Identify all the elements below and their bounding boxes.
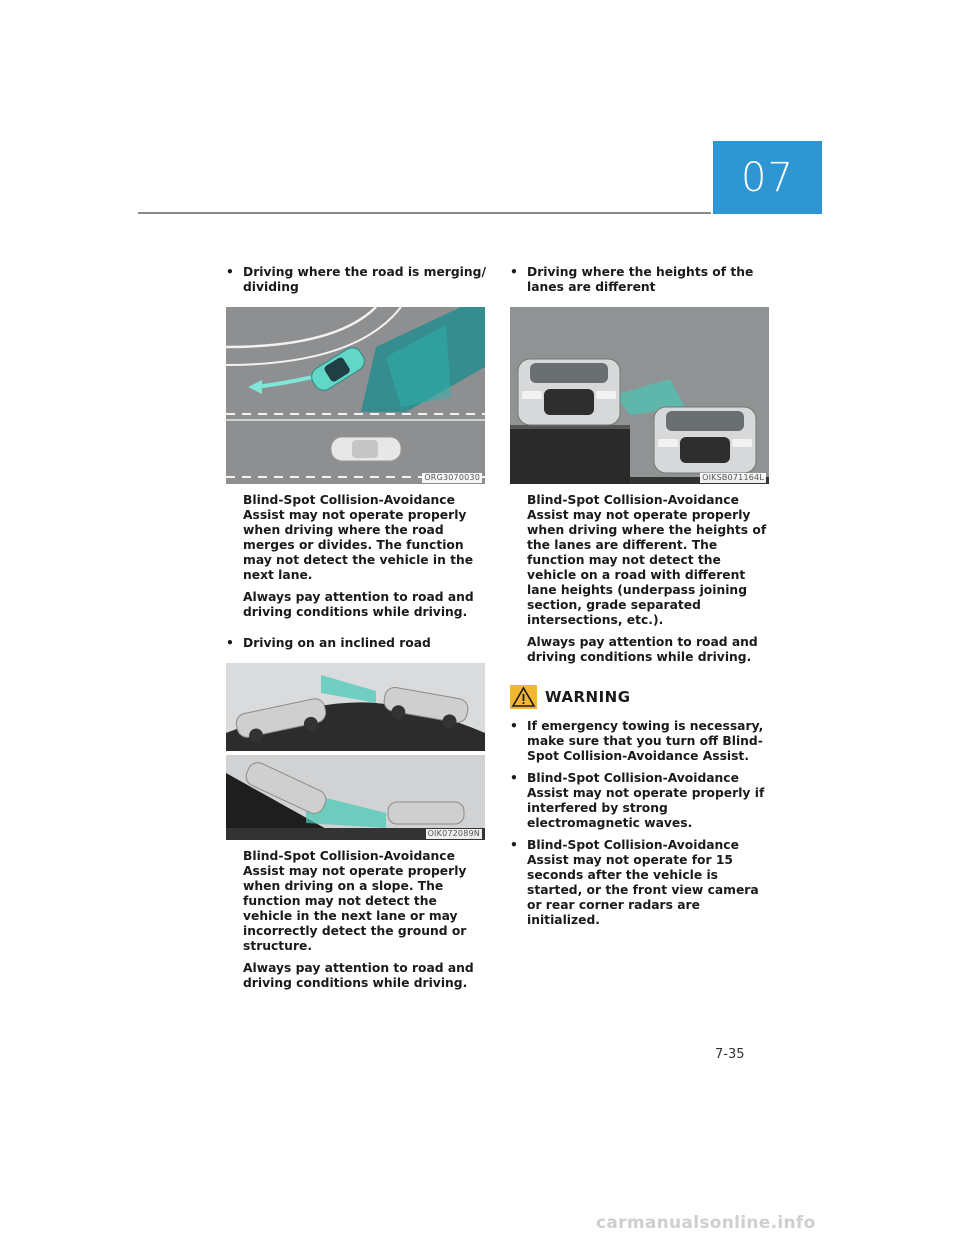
inclined-road-illustration <box>226 663 485 840</box>
paragraph: Blind-Spot Collision-Avoidance Assist may not operate properly when driving where the road merges or divides. The function may not detect the vehicle in the next lane. <box>243 493 474 582</box>
right-column <box>510 265 772 935</box>
merging-road-illustration <box>226 307 485 484</box>
page-number: 7-35 <box>715 1047 745 1062</box>
section-heading-lane-heights: • Driving where the heights of the lanes are different <box>510 265 754 294</box>
figure-inclined-road <box>226 663 485 840</box>
left-column <box>226 265 488 998</box>
paragraph: Always pay attention to road and driving conditions while driving. <box>527 635 758 664</box>
lane-heights-illustration <box>510 307 769 484</box>
warning-triangle-icon <box>510 685 537 709</box>
paragraph: Always pay attention to road and driving conditions while driving. <box>243 590 474 619</box>
watermark: carmanualsonline.info <box>596 1213 816 1233</box>
paragraph: Blind-Spot Collision-Avoidance Assist may not operate properly when driving where the heights of the lanes are different. The function may not detect the vehicle on a road with different lane heights (underpass joining section, grade separated intersections, etc.). <box>527 493 767 627</box>
header-rule <box>138 212 711 214</box>
figure-code: OIK072089N <box>427 829 480 838</box>
chapter-tab <box>713 141 822 214</box>
section-heading-merging: • Driving where the road is merging/ dividing <box>226 265 486 294</box>
chapter-number: 07 <box>741 154 794 201</box>
warning-heading <box>510 685 772 709</box>
figure-lane-heights <box>510 307 769 484</box>
warning-title: WARNING <box>545 688 631 706</box>
figure-code: ORG3070030 <box>424 473 480 482</box>
section-heading-inclined: • Driving on an inclined road <box>226 636 431 650</box>
figure-code: OIKSB071164L <box>702 473 764 482</box>
figure-merging-road <box>226 307 485 484</box>
warning-item: • Blind-Spot Collision-Avoidance Assist may not operate for 15 seconds after the vehicle is started, or the front view camera or rear corner radars are initialized. <box>510 838 759 927</box>
warning-item: • If emergency towing is necessary, make sure that you turn off Blind-Spot Collision-Avoidance Assist. <box>510 719 764 763</box>
paragraph: Blind-Spot Collision-Avoidance Assist may not operate properly when driving on a slope. The function may not detect the vehicle in the next lane or may incorrectly detect the ground or structure. <box>243 849 467 953</box>
warning-item: • Blind-Spot Collision-Avoidance Assist may not operate properly if interfered by strong electromagnetic waves. <box>510 771 765 830</box>
paragraph: Always pay attention to road and driving conditions while driving. <box>243 961 474 990</box>
